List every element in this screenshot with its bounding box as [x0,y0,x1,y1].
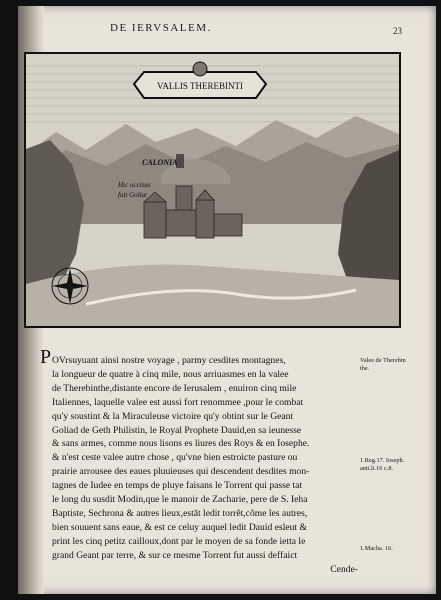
text-line: de Therebinthe,distante encore de Ierusalem , enuiron cinq mile [52,382,297,394]
text-line: tagnes de Iudee en temps de pluye faisans le Torrent qui passe tat [52,480,303,492]
margin-note: 1.Reg.17. Ioseph. anti.li.16 c.8. [360,457,405,473]
margin-note: 1.Macha. 16. [360,545,393,552]
engraving-illustration [26,54,399,326]
text-line: & sans armes, comme nous lisons es liures des Roys & en Iosephe. [52,438,310,450]
main-text [52,354,358,577]
text-line: la longueur de quatre à cinq mile, nous arriuasmes en la valee [52,368,289,380]
text-line: Italiennes, laquelle valee est aussi fort renommee ,pour le combat [52,396,304,408]
text-line: prairie arrousee des eaues pluuieuses qui descendent desdites mon- [52,466,310,478]
catchword: Cende- [330,563,358,575]
text-line: Baptiste, Sechrona & autres lieux,estăt ledit torrĕt,cŏme les autres, [52,507,308,519]
cartouche-label: VALLIS THEREBINTI [157,81,243,91]
text-line: print les cinq petitz cailloux,dont par le moyen de sa fonde ietta le [52,535,306,547]
text-line: qu'y soustint & la Miraculeuse victoire qu'y obtint sur le Geant [52,410,294,422]
text-line: & n'est ceste valee autre chose , qu'vne bien estroicte pasture ou [52,452,298,464]
text-line: bien souuent sans eaue, & est ce celuy auquel ledit Dauid esleut & [52,521,307,533]
text-line: OVrsuyuant ainsi nostre voyage , parmy cesdites montagnes, [52,355,286,366]
text-line: le long du susdit Modin,que le manoir de Zacharie, pere de S. Ieha [52,494,308,506]
label-calonia: CALONIA [142,158,178,167]
page-number: 23 [393,26,402,36]
text-line: Goliad de Geth Philistin, le Royal Prophete Dauid,en sa ieunesse [52,424,302,436]
compass-rose-icon [52,268,88,304]
label-hic-occisus: Hic occisus [118,181,151,189]
drop-cap: P [40,346,52,368]
text-line: grand Geant par terre, & sur ce mesme Torrent fut aussi deffaict [52,549,298,561]
engraving-plate [24,52,401,328]
label-fuit-goliat: fuit Goliat [118,191,147,199]
margin-note: Valee de Therebin the. [360,357,406,373]
running-head: DE IERVSALEM. [110,22,212,34]
